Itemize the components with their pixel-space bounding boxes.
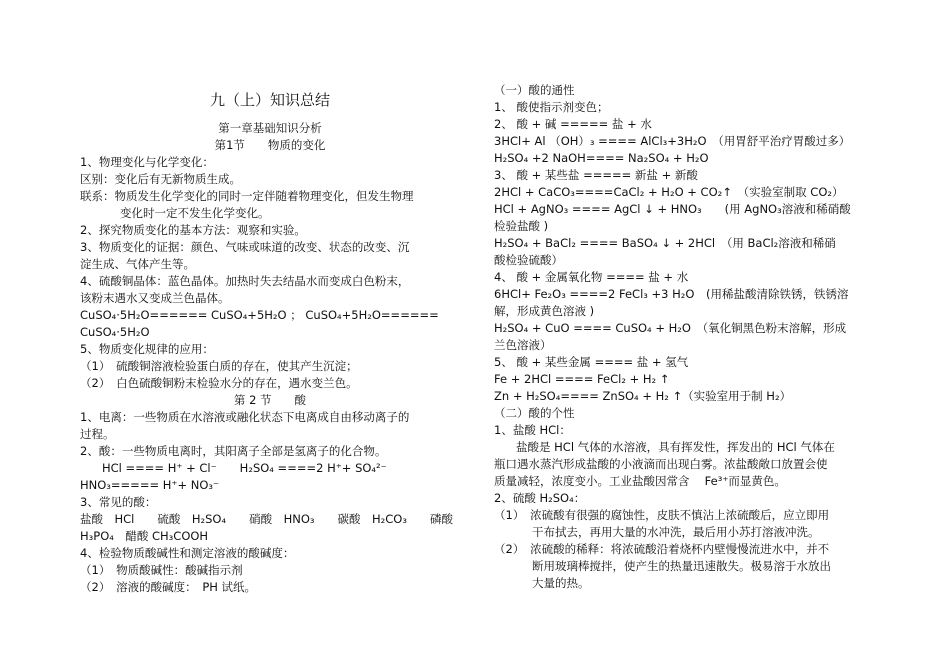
text-line: 4、硫酸铜晶体：蓝色晶体。加热时失去结晶水而变成白色粉末， <box>80 274 410 288</box>
section-heading-1: 第1节 物质的变化 <box>214 138 326 152</box>
text-line: 2、硫酸 H₂SO₄： <box>494 491 586 505</box>
equation-line: 2HCl + CaCO₃====CaCl₂ + H₂O + CO₂↑ （实验室制取 CO₂） <box>494 185 844 199</box>
text-line: 联系：物质发生化学变化的同时一定伴随着物理变化，但发生物理 <box>80 189 414 203</box>
text-line: 检验盐酸 ) <box>494 219 549 233</box>
subsection-heading: （一）酸的通性 <box>494 83 575 97</box>
text-line: （2） 溶液的酸碱度： PH 试纸。 <box>80 580 257 594</box>
text-line: 3、物质变化的证据：颜色、气味或味道的改变、状态的改变、沉 <box>80 240 410 254</box>
text-line: 断用玻璃棒搅拌，使产生的热量迅速散失。极易溶于水放出 <box>532 559 831 573</box>
text-line: 干布拭去，再用大量的水冲洗，最后用小苏打溶液冲洗。 <box>532 525 820 539</box>
text-line: 2、酸：一些物质电离时，其阳离子全部是氢离子的化合物。 <box>80 444 387 458</box>
text-line: 1、盐酸 HCl： <box>494 423 571 437</box>
left-column <box>80 88 460 596</box>
chapter-heading: 第一章基础知识分析 <box>218 121 322 135</box>
text-line: （1） 物质酸碱性：酸碱指示剂 <box>80 563 243 577</box>
equation-line: HNO₃===== H⁺+ NO₃⁻ <box>80 478 220 492</box>
equation-line: H₂SO₄ +2 NaOH==== Na₂SO₄ + H₂O <box>494 151 709 165</box>
equation-line: H₂SO₄ + BaCl₂ ==== BaSO₄ ↓ + 2HCl （用 BaCl₂溶液和稀硝 <box>494 236 836 250</box>
text-line: 4、检验物质酸碱性和测定溶液的酸碱度： <box>80 546 295 560</box>
text-line: 大量的热。 <box>532 576 590 590</box>
text-line: （2） 浓硫酸的稀释：将浓硫酸沿着烧杯内壁慢慢流进水中，并不 <box>494 542 830 556</box>
equation-line: HCl + AgNO₃ ==== AgCl ↓ + HNO₃ (用 AgNO₃溶液和稀硝酸 <box>494 202 851 216</box>
text-line: H₃PO₄ 醋酸 CH₃COOH <box>80 529 209 543</box>
equation-line: 3HCl+ Al （OH）₃ ==== AlCl₃+3H₂O （用胃舒平治疗胃酸过多） <box>494 134 851 148</box>
text-line: 该粉末遇水又变成兰色晶体。 <box>80 291 230 305</box>
text-line: （1） 浓硫酸有很强的腐蚀性，皮肤不慎沾上浓硫酸后，应立即用 <box>494 508 830 522</box>
text-line: 1、物理变化与化学变化： <box>80 155 214 169</box>
text-line: 盐酸 HCl 硫酸 H₂SO₄ 硝酸 HNO₃ 碳酸 H₂CO₃ 磷酸 <box>80 512 453 526</box>
text-line: 5、 酸 + 某些金属 ==== 盐 + 氢气 <box>494 355 689 369</box>
text-line: 2、 酸 + 碱 ===== 盐 + 水 <box>494 117 652 131</box>
text-line: 1、 酸使指示剂变色； <box>494 100 609 114</box>
text-line: 质量减轻，浓度变小。工业盐酸因常含 Fe³⁺而显黄色。 <box>494 474 786 488</box>
equation-line: HCl ==== H⁺ + Cl⁻ H₂SO₄ ====2 H⁺+ SO₄²⁻ <box>102 461 387 475</box>
document-title: 九（上）知识总结 <box>209 91 330 109</box>
text-line: 3、常见的酸： <box>80 495 157 509</box>
text-line: 区别：变化后有无新物质生成。 <box>80 172 241 186</box>
equation-line: H₂SO₄ + CuO ==== CuSO₄ + H₂O （氧化铜黑色粉末溶解，形成 <box>494 321 847 335</box>
text-line: 3、 酸 + 某些盐 ===== 新盐 + 新酸 <box>494 168 698 182</box>
text-line: （1） 硫酸铜溶液检验蛋白质的存在，使其产生沉淀； <box>80 359 358 373</box>
equation-line: CuSO₄·5H₂O <box>80 325 150 339</box>
text-line: 1、电离：一些物质在水溶液或融化状态下电离成自由移动离子的 <box>80 410 410 424</box>
right-column <box>494 82 886 592</box>
equation-line: 6HCl+ Fe₂O₃ ====2 FeCl₃ +3 H₂O (用稀盐酸清除铁锈，铁锈溶 <box>494 287 849 301</box>
text-line: 5、物质变化规律的应用： <box>80 342 214 356</box>
text-line: 4、 酸 + 金属氧化物 ==== 盐 + 水 <box>494 270 689 284</box>
text-line: 瓶口遇水蒸汽形成盐酸的小液滴而出现白雾。浓盐酸敞口放置会使 <box>494 457 828 471</box>
equation-line: Fe + 2HCl ==== FeCl₂ + H₂ ↑ <box>494 372 670 386</box>
text-line: 2、探究物质变化的基本方法：观察和实验。 <box>80 223 306 237</box>
text-line: （2） 白色硫酸铜粉末检验水分的存在，遇水变兰色。 <box>80 376 358 390</box>
section-heading-2: 第 2 节 酸 <box>233 393 307 407</box>
subsection-heading: （二）酸的个性 <box>494 406 575 420</box>
text-line: 酸检验硫酸） <box>494 253 563 267</box>
text-line: 过程。 <box>80 427 115 441</box>
equation-line: CuSO₄·5H₂O====== CuSO₄+5H₂O ； CuSO₄+5H₂O====== <box>80 308 439 322</box>
equation-line: Zn + H₂SO₄==== ZnSO₄ + H₂ ↑（实验室用于制 H₂） <box>494 389 792 403</box>
text-line: 淀生成、气体产生等。 <box>80 257 195 271</box>
text-line: 兰色溶液） <box>494 338 552 352</box>
text-line: 盐酸是 HCl 气体的水溶液，具有挥发性，挥发出的 HCl 气体在 <box>516 440 835 454</box>
text-line: 变化时一定不发生化学变化。 <box>120 206 270 220</box>
text-line: 解，形成黄色溶液 ) <box>494 304 595 318</box>
